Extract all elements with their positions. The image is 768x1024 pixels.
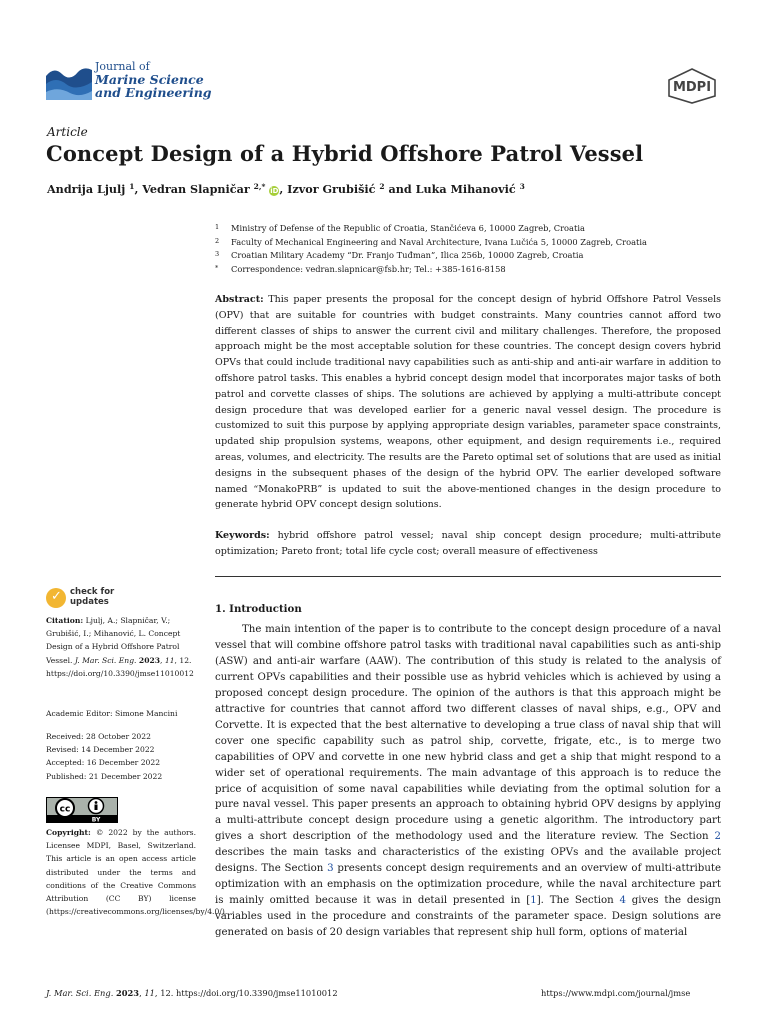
article-title: Concept Design of a Hybrid Offshore Patrol Vessel <box>46 141 644 166</box>
footer-year: 2023 <box>115 988 140 998</box>
intro-text: gives the design variables used in the procedure and constraints of the parameter space. Design solutions are generated on basis of 20 design variables that represent ship hull form, options of material <box>215 895 721 939</box>
journal-of-label: Journal of <box>95 60 150 73</box>
author-name[interactable]: Izvor Grubišić <box>287 182 376 196</box>
keywords <box>215 528 721 560</box>
correspondence-text[interactable]: Correspondence: vedran.slapnicar@fsb.hr; Tel.: +385-1616-8158 <box>231 263 506 274</box>
accepted-date: Accepted: 16 December 2022 <box>46 758 161 768</box>
received-date: Received: 28 October 2022 <box>46 732 151 741</box>
academic-editor: Academic Editor: Simone Mancini <box>46 709 178 718</box>
section-heading: 1. Introduction <box>215 603 302 615</box>
abstract-text: This paper presents the proposal for the concept design of hybrid Offshore Patrol Vessels (OPV) that are suitable for countries with budget constraints. Many countries cannot afford two different classes of ships to answer the current civil and military challenges. Therefore, the proposed approach might be the most acceptable solution for these countries. The concept design covers hybrid OPVs that could include traditional navy capabilities such as anti-ship and anti-air warfare in addition to offshore patrol tasks. This enables a hybrid concept design model that incorporates major tasks of both patrol and corvette classes of ships. The solutions are achieved by applying a multi-attribute concept design procedure that was developed earlier for a generic naval vessel design. The procedure is customized to suit this purpose by applying appropriate design variables, parameter space constraints, updated ship propulsion systems, weapons, other equipment, and design requirements i.e., required areas, volumes, and electricity. The results are the Pareto optimal set of solutions that are used as initial designs in the subsequent phases of the design of the hybrid OPV. The earlier developed software named “MonakoPRB” is updated to suit the above-mentioned changes in the design procedure to generate hybrid OPV concept design solutions. <box>215 294 721 511</box>
affiliation-row <box>215 249 715 263</box>
intro-text: ]. The Section <box>536 895 620 907</box>
affiliation-number: * <box>215 263 219 272</box>
copyright-label: Copyright: <box>46 828 91 837</box>
introduction-paragraph <box>215 622 721 941</box>
cc-label: cc <box>59 804 71 815</box>
author-list <box>47 182 525 196</box>
footer-volume: 11 <box>144 988 155 998</box>
section-link[interactable]: 2 <box>714 831 721 843</box>
citation-year: 2023 <box>138 655 161 665</box>
section-link[interactable]: 4 <box>619 895 626 907</box>
citation-journal: J. Mar. Sci. Eng. <box>74 655 137 665</box>
affiliation-number: 3 <box>215 250 220 258</box>
affiliation-row <box>215 236 715 250</box>
author-name[interactable]: Vedran Slapničar <box>142 182 250 196</box>
reference-link[interactable]: 1 <box>530 895 537 907</box>
affiliation-row <box>215 222 715 236</box>
journal-name-line1: Marine Science <box>95 72 204 87</box>
check-for-updates-badge[interactable] <box>46 588 126 610</box>
published-date: Published: 21 December 2022 <box>46 771 163 781</box>
affiliation-text: Ministry of Defense of the Republic of Croatia, Stančićeva 6, 10000 Zagreb, Croatia <box>231 223 585 233</box>
mdpi-logo-text: MDPI <box>672 80 712 95</box>
citation-volume: 11 <box>164 655 175 665</box>
publication-dates <box>46 730 162 783</box>
citation-block: Citation: Ljulj, A.; Slapničar, V.; Grubišić, I.; Mihanović, L. Concept Design of a Hybrid Offshore Patrol Vessel. J. Mar. Sci. Eng. 2023, 11, 12. https://doi.org/10.3390/jmse11010012 <box>46 616 194 678</box>
section-link[interactable]: 3 <box>327 863 334 875</box>
by-label: BY <box>91 816 101 823</box>
keywords-text: hybrid offshore patrol vessel; naval ship concept design procedure; multi-attribute optimization; Pareto front; total life cycle cost; overall measure of effectiveness <box>215 530 721 557</box>
affiliation-number: 2 <box>215 236 220 245</box>
keywords-label: Keywords: <box>215 530 270 541</box>
section-divider <box>215 576 721 577</box>
citation-label: Citation: <box>46 616 84 625</box>
journal-name <box>95 60 212 99</box>
author-separator: , <box>279 182 288 196</box>
author-separator: , <box>134 182 143 196</box>
abstract-label: Abstract: <box>215 294 264 305</box>
author-affiliation-mark: 1 <box>129 182 135 191</box>
affiliation-row <box>215 263 715 277</box>
author-name[interactable]: Luka Mihanović <box>415 182 516 196</box>
footer-citation: J. Mar. Sci. Eng. 2023, 11, 12. https://doi.org/10.3390/jmse11010012 <box>46 988 338 998</box>
check-updates-icon: ✓ <box>46 588 66 608</box>
footer-journal: J. Mar. Sci. Eng. <box>46 988 114 998</box>
journal-logo <box>46 60 92 100</box>
copyright-text: © 2022 by the authors. Licensee MDPI, Basel, Switzerland. This article is an open access article distributed under the terms and conditions of the Creative Commons Attribution (CC BY) license (https://creativecommons.org/licenses/by/4.0/). <box>46 828 228 917</box>
copyright-notice <box>46 826 228 918</box>
author-affiliation-mark: 2,* <box>253 182 266 191</box>
affiliation-text: Croatian Military Academy “Dr. Franjo Tuđman”, Ilica 256b, 10000 Zagreb, Croatia <box>231 250 584 260</box>
author-name[interactable]: Andrija Ljulj <box>47 182 126 196</box>
footer-doi[interactable]: , 12. https://doi.org/10.3390/jmse11010012 <box>154 988 338 998</box>
journal-name-line2: and Engineering <box>95 85 212 100</box>
mdpi-logo <box>666 68 718 104</box>
cc-by-license-icon[interactable] <box>46 797 118 823</box>
author-affiliation-mark: 2 <box>379 182 385 191</box>
intro-text: describes the main tasks and characteristics of the existing OPVs and the available project designs. The Section <box>215 847 721 875</box>
check-updates-line1: check for <box>70 587 115 597</box>
affiliation-text: Faculty of Mechanical Engineering and Naval Architecture, Ivana Lučića 5, 10000 Zagreb, Croatia <box>231 236 647 247</box>
revised-date: Revised: 14 December 2022 <box>46 745 155 755</box>
author-separator: and <box>384 182 416 196</box>
article-type: Article <box>47 125 88 139</box>
affiliations <box>215 222 715 276</box>
footer-journal-url[interactable]: https://www.mdpi.com/journal/jmse <box>541 988 691 998</box>
intro-text: presents concept design requirements and an overview of multi-attribute optimization with an emphasis on the optimization procedure, while the naval architecture part is mainly omitted because it was in detail presented in [ <box>215 863 722 907</box>
orcid-icon[interactable]: iD <box>270 187 279 195</box>
affiliation-number: 1 <box>215 223 220 231</box>
citation-doi[interactable]: , 12. https://doi.org/10.3390/jmse11010012 <box>46 655 194 678</box>
intro-text: The main intention of the paper is to contribute to the concept design procedure of a naval vessel that will combine offshore patrol tasks with traditional naval capabilities such as anti-ship (ASW) and anti-air warfare (AAW). The contribution of this study is related to the analysis of current OPVs capabilities and their possible use as hybrid vehicles which is achieved by using a proposed concept design procedure. The opinion of the authors is that this approach might be attractive for countries that cannot afford two different classes of naval ships, e.g., OPV and Corvette. It is expected that the best alternative to developing a true class of naval ship that will cover one specific capability such as patrol ship, corvette, frigate, etc., is to merge two capabilities of OPV and corvette in one new hybrid class and get a ship that might respond to a wider set of operational requirements. The main advantage of this approach is to reduce the price of acquisition of some naval capabilities while deviating from the optimal solution for a pure naval vessel. This paper presents an approach to obtaining hybrid OPV designs by applying a multi-attribute concept design procedure using a genetic algorithm. The introductory part gives a short description of the methodology used and the literature review. The Section <box>215 624 721 843</box>
abstract <box>215 292 721 513</box>
citation-text: Ljulj, A.; Slapničar, V.; Grubišić, I.; Mihanović, L. Concept Design of a Hybrid Offshore Patrol Vessel. <box>46 616 181 665</box>
author-affiliation-mark: 3 <box>519 182 525 191</box>
check-updates-label <box>70 588 114 607</box>
check-updates-line2: updates <box>70 596 109 607</box>
